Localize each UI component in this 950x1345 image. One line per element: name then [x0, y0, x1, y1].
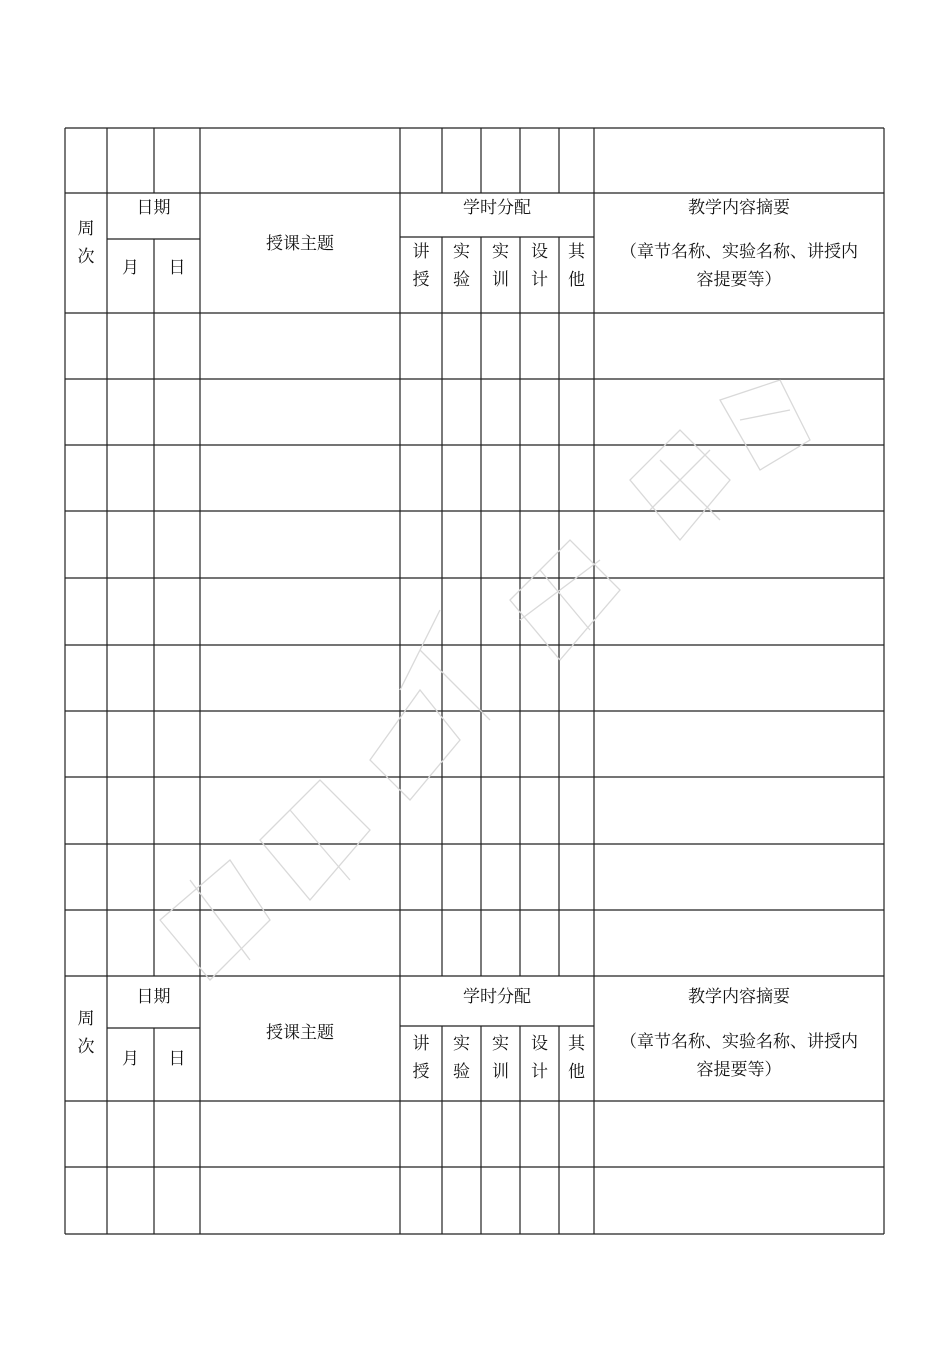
header-hours-other-char-2: 他	[568, 270, 585, 290]
header-topic: 授课主题	[266, 1023, 334, 1043]
header-hours-lecture-char-2: 授	[412, 1062, 430, 1082]
header-week-char-2: 次	[77, 1037, 95, 1057]
header-hours-experiment-char-1: 实	[453, 242, 470, 262]
header-hours-lecture	[400, 1030, 442, 1086]
header-summary-note-line-2: 容提要等）	[696, 1060, 782, 1080]
header-summary-note-line-1: （章节名称、实验名称、讲授内	[620, 1032, 858, 1052]
header-month: 月	[122, 258, 139, 278]
header-hours-training	[481, 238, 520, 294]
header-summary-note	[594, 238, 884, 294]
header-day: 日	[168, 1049, 186, 1069]
header-hours-other	[559, 1030, 594, 1086]
header-hours-design-char-1: 设	[531, 242, 548, 262]
header-hours: 学时分配	[463, 987, 531, 1007]
header-hours-experiment-char-2: 验	[453, 1062, 470, 1082]
header-summary: 教学内容摘要	[688, 987, 790, 1007]
header-hours-lecture-char-1: 讲	[412, 1034, 430, 1054]
header-week-label	[65, 215, 107, 271]
header-summary-note-line-2: 容提要等）	[696, 270, 782, 290]
header-date: 日期	[136, 198, 171, 218]
header-hours-experiment-char-2: 验	[453, 270, 470, 290]
header-hours-design	[520, 238, 559, 294]
header-hours-design-char-2: 计	[531, 270, 548, 290]
header-hours-training-char-2: 训	[492, 1062, 509, 1082]
header-hours-lecture-char-2: 授	[412, 270, 430, 290]
header-hours-training-char-1: 实	[492, 1034, 509, 1054]
header-day: 日	[168, 258, 186, 278]
header-summary-note	[594, 1028, 884, 1084]
header-hours-training	[481, 1030, 520, 1086]
header-hours-experiment-char-1: 实	[453, 1034, 470, 1054]
header-hours: 学时分配	[463, 198, 531, 218]
header-hours-design-char-2: 计	[531, 1062, 548, 1082]
header-summary: 教学内容摘要	[688, 198, 790, 218]
header-hours-design	[520, 1030, 559, 1086]
header-topic: 授课主题	[266, 234, 334, 254]
header-hours-experiment	[442, 1030, 481, 1086]
header-week-char-1: 周	[77, 219, 95, 239]
header-hours-other-char-2: 他	[568, 1062, 585, 1082]
header-hours-other-char-1: 其	[568, 1034, 585, 1054]
header-month: 月	[122, 1049, 139, 1069]
header-hours-training-char-1: 实	[492, 242, 509, 262]
header-hours-other-char-1: 其	[568, 242, 585, 262]
header-hours-other	[559, 238, 594, 294]
header-hours-lecture-char-1: 讲	[412, 242, 430, 262]
header-hours-design-char-1: 设	[531, 1034, 548, 1054]
header-week-char-1: 周	[77, 1009, 95, 1029]
header-summary-note-line-1: （章节名称、实验名称、讲授内	[620, 242, 858, 262]
header-date: 日期	[136, 987, 171, 1007]
header-hours-lecture	[400, 238, 442, 294]
header-hours-training-char-2: 训	[492, 270, 509, 290]
header-week-char-2: 次	[77, 247, 95, 267]
header-hours-experiment	[442, 238, 481, 294]
header-week-label	[65, 1005, 107, 1061]
